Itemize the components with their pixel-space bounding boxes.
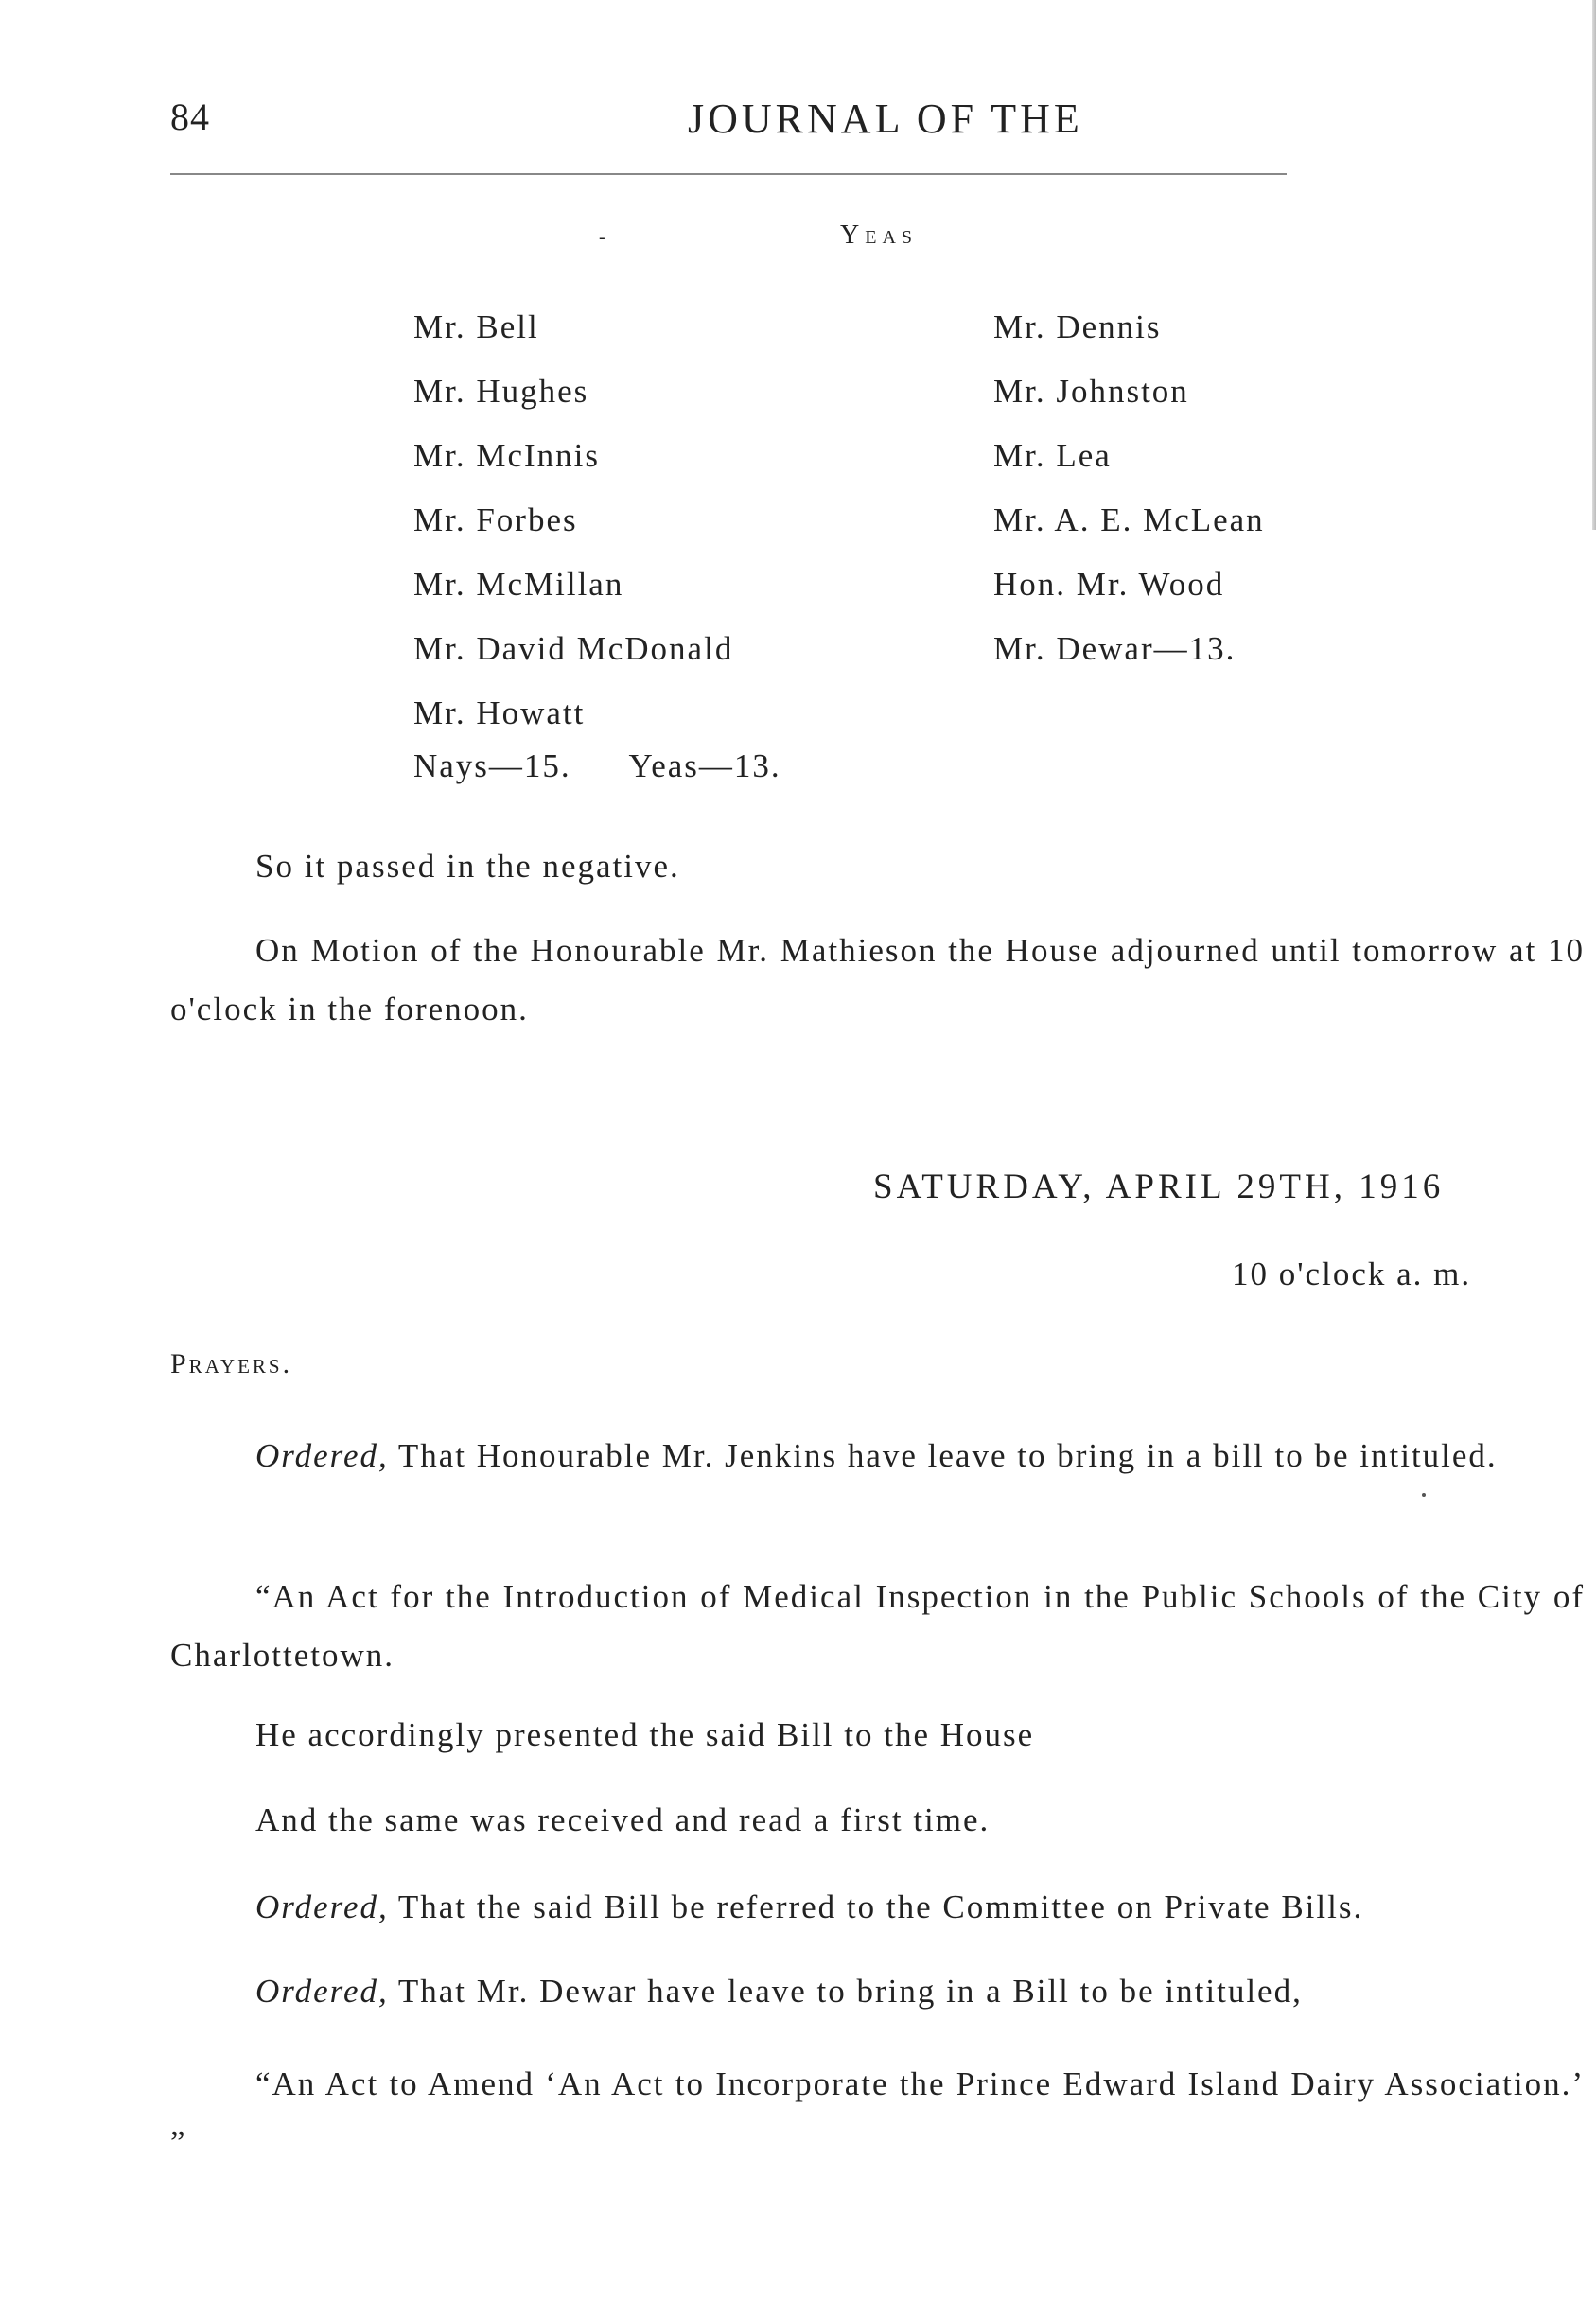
bill-title-medical: “An Act for the Introduction of Medical Inspection in the Public Schools of the City of Charlottetown. — [170, 1578, 1585, 1674]
order-text: That Honourable Mr. Jenkins have leave to bring in a bill to be intituled. — [397, 1437, 1498, 1474]
page-edge-shadow — [1592, 0, 1596, 530]
member-name: Mr. McMillan — [413, 566, 624, 603]
order-dewar-leave — [170, 1962, 1585, 2021]
ordered-label: Ordered, — [255, 1973, 389, 2010]
division-result: So it passed in the negative. — [255, 848, 680, 885]
first-reading: And the same was received and read a first time. — [255, 1801, 991, 1838]
running-title: JOURNAL OF THE — [688, 96, 1083, 142]
header-rule — [170, 173, 1287, 175]
member-name: Mr. Bell — [413, 308, 539, 345]
member-name: Mr. McInnis — [413, 437, 600, 474]
nays-total: Nays—15. — [413, 747, 571, 784]
bill-presented: He accordingly presented the said Bill to the House — [255, 1716, 1035, 1753]
ordered-label: Ordered, — [255, 1888, 389, 1925]
order-text: That Mr. Dewar have leave to bring in a Bill to be intituled, — [397, 1973, 1303, 2010]
member-name: Mr. David McDonald — [413, 630, 734, 667]
member-name: Hon. Mr. Wood — [993, 566, 1225, 603]
stray-mark: - — [599, 227, 605, 248]
yeas-list — [993, 295, 1265, 681]
member-name: Mr. Howatt — [413, 694, 586, 731]
sitting-time: 10 o'clock a. m. — [1232, 1256, 1472, 1292]
yeas-total: Yeas—13. — [628, 747, 781, 784]
member-name: Mr. Forbes — [413, 501, 578, 538]
order-jenkins-leave — [170, 1427, 1585, 1485]
prayers-heading: Prayers. — [170, 1348, 293, 1379]
vote-tally — [413, 747, 781, 785]
page-number: 84 — [170, 96, 210, 138]
order-referred — [170, 1878, 1585, 1937]
member-name: Mr. Dewar—13. — [993, 630, 1236, 667]
nays-list — [413, 295, 733, 746]
member-name: Mr. Lea — [993, 437, 1112, 474]
member-name: Mr. Hughes — [413, 373, 589, 410]
member-name: Mr. Dennis — [993, 308, 1162, 345]
bill-title-dairy: “An Act to Amend ‘An Act to Incorporate the Prince Edward Island Dairy Association.’ ” — [170, 2065, 1585, 2161]
sitting-date: SATURDAY, APRIL 29TH, 1916 — [873, 1168, 1445, 1206]
member-name: Mr. A. E. McLean — [993, 501, 1265, 538]
adjournment-paragraph: On Motion of the Honourable Mr. Mathieson the House adjourned until tomorrow at 10 o'clock in the forenoon. — [170, 932, 1585, 1028]
yeas-heading: Yeas — [840, 220, 919, 250]
ink-speck — [1422, 1493, 1426, 1497]
page-header — [170, 95, 1596, 151]
order-text: That the said Bill be referred to the Committee on Private Bills. — [397, 1888, 1364, 1925]
member-name: Mr. Johnston — [993, 373, 1189, 410]
ordered-label: Ordered, — [255, 1437, 389, 1474]
